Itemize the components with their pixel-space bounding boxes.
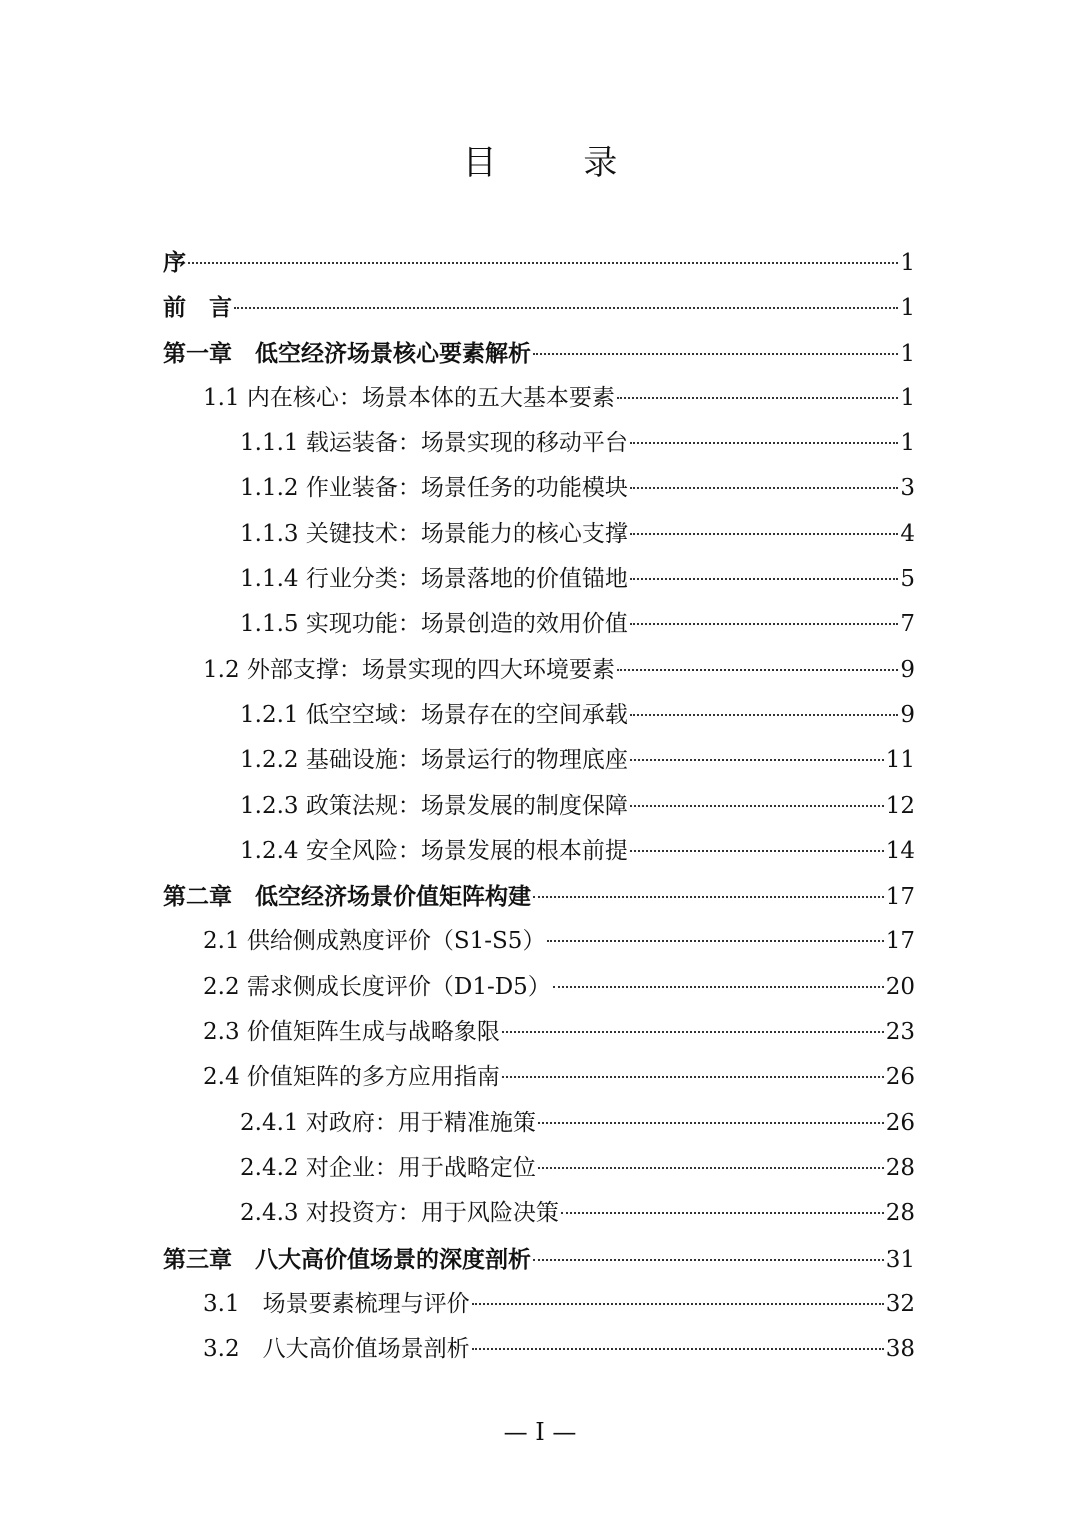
toc-entry-page: 9 xyxy=(900,656,915,683)
toc-entry-label: 1.2 外部支撑：场景实现的四大环境要素 xyxy=(203,656,615,683)
toc-entry-page: 23 xyxy=(885,1019,915,1046)
toc-entry-label: 1.2.4 安全风险：场景发展的根本前提 xyxy=(240,837,628,864)
toc-entry-page: 1 xyxy=(900,384,915,411)
dot-leader xyxy=(502,1031,884,1033)
toc-entry-page: 3 xyxy=(900,475,915,502)
toc-entry-page: 1 xyxy=(900,250,915,276)
toc-entry-page: 32 xyxy=(885,1290,915,1317)
toc-entry-label: 1.1.4 行业分类：场景落地的价值锚地 xyxy=(240,566,628,593)
toc-entry[interactable] xyxy=(163,919,915,964)
toc-entry-page: 26 xyxy=(885,1064,915,1091)
toc-entry-page: 17 xyxy=(885,884,915,911)
toc-entry[interactable] xyxy=(163,693,915,738)
toc-entry[interactable] xyxy=(163,1146,915,1191)
toc-entry-label: 2.4.3 对投资方：用于风险决策 xyxy=(240,1200,559,1227)
toc-entry[interactable] xyxy=(163,602,915,647)
toc-entry-page: 14 xyxy=(885,837,915,864)
toc-entry[interactable] xyxy=(163,738,915,783)
toc-entry-page: 1 xyxy=(900,430,915,457)
dot-leader xyxy=(533,353,898,355)
toc-entry-label: 序 xyxy=(163,249,186,276)
toc-entry[interactable] xyxy=(163,285,915,330)
dot-leader xyxy=(538,1122,884,1124)
dot-leader xyxy=(538,1167,884,1169)
toc-entry[interactable] xyxy=(163,784,915,829)
toc-entry[interactable] xyxy=(163,1237,915,1282)
toc-entry[interactable] xyxy=(163,829,915,874)
toc-entry-page: 28 xyxy=(885,1154,915,1181)
dot-leader xyxy=(472,1303,884,1305)
toc-entry-label: 1.1 内在核心：场景本体的五大基本要素 xyxy=(203,384,615,411)
toc-entry[interactable] xyxy=(163,1191,915,1236)
toc-entry-page: 1 xyxy=(900,340,915,367)
toc-entry-label: 2.4.1 对政府：用于精准施策 xyxy=(240,1109,536,1136)
dot-leader xyxy=(630,487,899,489)
toc-entry-label: 2.4 价值矩阵的多方应用指南 xyxy=(203,1064,500,1091)
toc-entry[interactable] xyxy=(163,874,915,919)
toc-entry-label: 3.1 场景要素梳理与评价 xyxy=(203,1290,470,1317)
dot-leader xyxy=(553,986,884,988)
toc-entry-page: 11 xyxy=(885,747,915,774)
toc-entry-label: 1.1.2 作业装备：场景任务的功能模块 xyxy=(240,475,628,502)
dot-leader xyxy=(630,805,884,807)
toc-entry-label: 第三章 八大高价值场景的深度剖析 xyxy=(163,1245,531,1273)
toc-entry-label: 1.2.1 低空空域：场景存在的空间承载 xyxy=(240,701,628,728)
toc-entry-label: 1.1.5 实现功能：场景创造的效用价值 xyxy=(240,611,628,638)
toc-entry-page: 5 xyxy=(900,566,915,593)
toc-entry-page: 26 xyxy=(885,1109,915,1136)
toc-entry-page: 7 xyxy=(900,611,915,638)
toc-entry-page: 1 xyxy=(900,295,915,322)
toc-entry-label: 第二章 低空经济场景价值矩阵构建 xyxy=(163,883,531,911)
toc-entry-label: 2.3 价值矩阵生成与战略象限 xyxy=(203,1019,500,1046)
toc-entry-page: 9 xyxy=(900,701,915,728)
toc-entry[interactable] xyxy=(163,331,915,376)
toc-entry-page: 31 xyxy=(885,1246,915,1273)
toc-entry-label: 1.1.1 载运装备：场景实现的移动平台 xyxy=(240,430,628,457)
toc-entry[interactable] xyxy=(163,1282,915,1327)
dot-leader xyxy=(630,850,884,852)
toc-entry-page: 17 xyxy=(885,928,915,955)
toc-entry-label: 1.1.3 关键技术：场景能力的核心支撑 xyxy=(240,520,628,547)
page-title: 目 录 xyxy=(462,143,656,183)
page-number-footer: — I — xyxy=(503,1418,577,1446)
dot-leader xyxy=(533,1259,884,1261)
dot-leader xyxy=(630,578,899,580)
dot-leader xyxy=(547,940,883,942)
dot-leader xyxy=(617,397,898,399)
toc-entry[interactable] xyxy=(163,421,915,466)
toc-entry-label: 2.4.2 对企业：用于战略定位 xyxy=(240,1154,536,1181)
toc-entry-label: 3.2 八大高价值场景剖析 xyxy=(203,1336,470,1363)
toc-entry-label: 1.2.3 政策法规：场景发展的制度保障 xyxy=(240,792,628,819)
toc-entry[interactable] xyxy=(163,557,915,602)
toc-entry[interactable] xyxy=(163,1010,915,1055)
toc-entry[interactable] xyxy=(163,1327,915,1372)
toc-entry-page: 4 xyxy=(900,520,915,547)
toc-entry[interactable] xyxy=(163,512,915,557)
toc-entry-label: 前 言 xyxy=(163,294,232,322)
dot-leader xyxy=(502,1076,884,1078)
toc-entry-page: 20 xyxy=(885,973,915,1000)
toc-entry-page: 38 xyxy=(885,1336,915,1363)
toc-entry[interactable] xyxy=(163,376,915,421)
toc-entry[interactable] xyxy=(163,965,915,1010)
table-of-contents xyxy=(163,240,915,1372)
dot-leader xyxy=(630,759,884,761)
dot-leader xyxy=(630,623,899,625)
toc-entry-page: 12 xyxy=(885,792,915,819)
dot-leader xyxy=(630,714,899,716)
dot-leader xyxy=(617,669,898,671)
toc-entry[interactable] xyxy=(163,1055,915,1100)
toc-entry-label: 2.2 需求侧成长度评价（D1-D5） xyxy=(203,973,551,1000)
toc-entry-label: 1.2.2 基础设施：场景运行的物理底座 xyxy=(240,747,628,774)
toc-entry[interactable] xyxy=(163,648,915,693)
toc-entry-label: 2.1 供给侧成熟度评价（S1-S5） xyxy=(203,928,546,955)
dot-leader xyxy=(188,262,898,264)
toc-entry[interactable] xyxy=(163,1101,915,1146)
toc-entry[interactable] xyxy=(163,240,915,285)
dot-leader xyxy=(472,1348,884,1350)
dot-leader xyxy=(630,533,899,535)
toc-entry-label: 第一章 低空经济场景核心要素解析 xyxy=(163,339,531,367)
toc-entry[interactable] xyxy=(163,466,915,511)
dot-leader xyxy=(533,896,884,898)
dot-leader xyxy=(630,442,899,444)
dot-leader xyxy=(234,307,898,309)
dot-leader xyxy=(561,1212,884,1214)
toc-entry-page: 28 xyxy=(885,1200,915,1227)
